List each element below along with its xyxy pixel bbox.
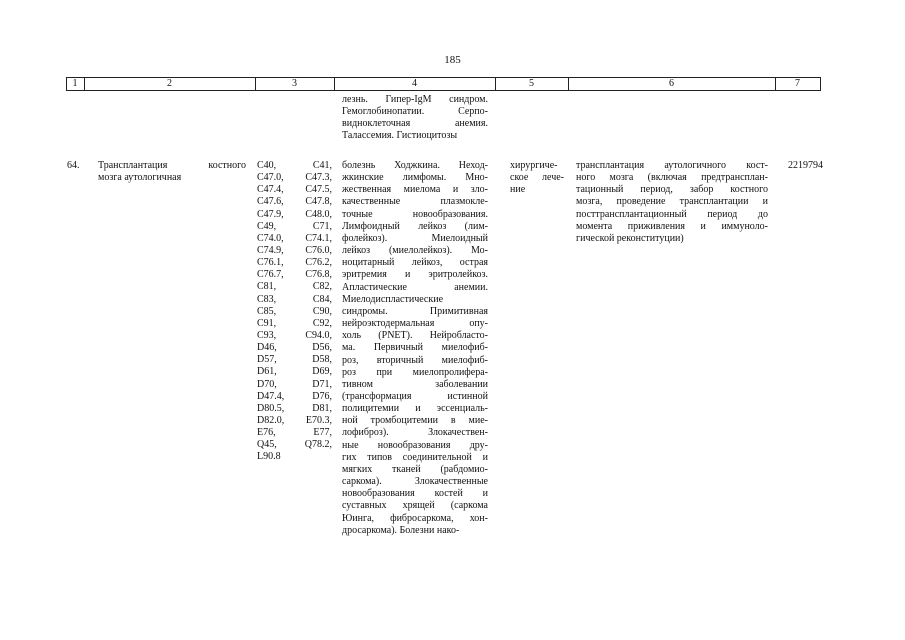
treatment-type-line: хирургиче-	[510, 160, 558, 171]
diagnosis-line: жкинские лимфомы. Мно-	[342, 172, 488, 184]
icd-code: D56,	[312, 342, 332, 354]
icd-code: C47.9,	[257, 208, 284, 220]
icd-code: C94.0,	[305, 329, 332, 341]
icd-code: D70,	[257, 378, 277, 390]
icd-code-row	[257, 451, 332, 463]
icd-code-row	[257, 415, 332, 427]
icd-code: C81,	[257, 281, 277, 293]
icd-codes	[257, 160, 332, 464]
diagnosis-line: суставных хрящей (саркома	[342, 500, 488, 512]
icd-code: C85,	[257, 305, 277, 317]
treatment-method-line: посттрансплантационный период до	[576, 208, 768, 220]
icd-code: C74.9,	[257, 244, 284, 256]
treatment-type	[510, 160, 564, 196]
table-header-rule-bottom	[66, 90, 820, 91]
diagnosis-line: холь (PNET). Нейробласто-	[342, 330, 488, 342]
icd-code-row	[257, 427, 332, 439]
diagnosis-line: качественные плазмокле-	[342, 196, 488, 208]
icd-code: D46,	[257, 342, 277, 354]
icd-code: C82,	[312, 281, 332, 293]
diagnosis-line: ма. Первичный миелофиб-	[342, 342, 488, 354]
continuation-text	[342, 94, 488, 143]
icd-code-row	[257, 281, 332, 293]
diagnosis-line: болезнь Ходжкина. Неход-	[342, 160, 488, 171]
icd-code-row	[257, 257, 332, 269]
treatment-type-line: ское лече-	[510, 172, 564, 184]
treatment-method-line: мозга, проведение трансплантации и	[576, 196, 768, 208]
icd-code: D76,	[312, 390, 332, 402]
icd-code: C71,	[312, 220, 332, 232]
icd-code-row	[257, 330, 332, 342]
cost-value: 2219794	[788, 160, 823, 171]
icd-code: D61,	[257, 366, 277, 378]
treatment-method-line: тационный период, забор костного	[576, 184, 768, 196]
icd-code: C91,	[257, 317, 277, 329]
procedure-name-line: мозга аутологичная	[98, 172, 182, 184]
icd-code: C74.1,	[305, 232, 332, 244]
icd-code-row	[257, 233, 332, 245]
icd-code-row	[257, 209, 332, 221]
diagnosis-line: ноцитарный лейкоз, острая	[342, 257, 488, 269]
icd-code: D47.4,	[257, 390, 285, 402]
icd-code: D69,	[312, 366, 332, 378]
icd-code: C47.8,	[305, 196, 332, 208]
icd-code: D82.0,	[257, 414, 285, 426]
diagnosis-line: тивном заболевании	[342, 378, 488, 390]
column-number-1: 1	[72, 78, 78, 89]
icd-code: C41,	[312, 160, 332, 171]
continuation-line: лезнь. Гипер-IgM синдром.	[342, 94, 488, 105]
diagnosis-line: полицитемии и эссенциаль-	[342, 403, 488, 415]
icd-code: C47.4,	[257, 184, 284, 196]
treatment-type-line: ние	[510, 184, 526, 196]
icd-code: C93,	[257, 329, 277, 341]
page-number: 185	[444, 54, 461, 66]
procedure-name	[98, 160, 246, 184]
icd-code: C83,	[257, 293, 277, 305]
icd-code: C47.0,	[257, 172, 284, 184]
diagnosis-line: нейроэктодермальная опу-	[342, 318, 488, 330]
icd-code: C84,	[312, 293, 332, 305]
icd-code: E77,	[313, 427, 332, 439]
diagnosis-line: новообразования костей и	[342, 488, 488, 500]
column-divider	[820, 77, 821, 91]
diagnosis-line: фолейкоз). Миелоидный	[342, 232, 488, 244]
icd-code-row	[257, 439, 332, 451]
icd-code-row	[257, 403, 332, 415]
icd-code: C76.8,	[305, 269, 332, 281]
icd-code-row	[257, 221, 332, 233]
column-number-3: 3	[292, 78, 297, 89]
icd-code: D58,	[312, 354, 332, 366]
icd-code-row	[257, 184, 332, 196]
icd-code: Q78.2,	[304, 439, 332, 451]
diagnosis-line: Юинга, фибросаркома, хон-	[342, 512, 488, 524]
row-number: 64.	[67, 160, 80, 171]
diagnosis-line: саркома). Злокачественные	[342, 476, 488, 488]
column-number-6: 6	[669, 78, 674, 89]
icd-code: D71,	[312, 378, 332, 390]
diagnosis-line: лофиброз). Злокачествен-	[342, 427, 488, 439]
icd-code: C47.5,	[305, 184, 332, 196]
diagnosis-line: точные новообразования.	[342, 208, 488, 220]
icd-code-row	[257, 160, 332, 172]
icd-code: C49,	[257, 220, 277, 232]
column-number-7: 7	[795, 78, 800, 89]
diagnosis-line: (трансформация истинной	[342, 390, 488, 402]
column-number-2: 2	[167, 78, 172, 89]
diagnosis-line: жественная миелома и зло-	[342, 184, 488, 196]
icd-code: C74.0,	[257, 232, 284, 244]
diagnosis-line: роз при миелопролифера-	[342, 366, 488, 378]
icd-code-row	[257, 306, 332, 318]
icd-code: C76.2,	[305, 257, 332, 269]
icd-code-row	[257, 245, 332, 257]
diagnosis-line: Миелодиспластические	[342, 293, 444, 305]
diagnosis-line: ные новообразования дру-	[342, 439, 488, 451]
procedure-name-line: Трансплантация костного	[98, 160, 246, 171]
icd-code: D81,	[312, 402, 332, 414]
diagnosis-line: Апластические анемии.	[342, 281, 488, 293]
icd-code: D57,	[257, 354, 277, 366]
icd-code-row	[257, 391, 332, 403]
icd-code: E76,	[257, 427, 276, 439]
icd-code: C92,	[312, 317, 332, 329]
diagnosis-line: Лимфоидный лейкоз (лим-	[342, 220, 488, 232]
icd-code: C47.6,	[257, 196, 284, 208]
icd-code-row	[257, 294, 332, 306]
treatment-method	[576, 160, 768, 245]
diagnosis-text	[342, 160, 488, 537]
diagnosis-line: роз, вторичный миелофиб-	[342, 354, 488, 366]
icd-code: C47.3,	[305, 172, 332, 184]
icd-code-row	[257, 172, 332, 184]
continuation-line: Гемоглобинопатии. Серпо-	[342, 106, 488, 118]
treatment-method-line: ного мозга (включая предтрансплан-	[576, 172, 768, 184]
icd-code-row	[257, 366, 332, 378]
diagnosis-line: эритремия и эритролейкоз.	[342, 269, 488, 281]
treatment-method-line: трансплантация аутологичного кост-	[576, 160, 768, 171]
icd-code: D80.5,	[257, 402, 285, 414]
icd-code-row	[257, 342, 332, 354]
diagnosis-line: синдромы. Примитивная	[342, 305, 488, 317]
column-number-4: 4	[412, 78, 417, 89]
icd-code: C48.0,	[305, 208, 332, 220]
icd-code-row	[257, 379, 332, 391]
icd-code-row	[257, 318, 332, 330]
treatment-method-line: гической реконституции)	[576, 232, 684, 244]
icd-code: C90,	[312, 305, 332, 317]
diagnosis-line: ной тромбоцитемии в мие-	[342, 415, 488, 427]
icd-code: E70.3,	[305, 414, 332, 426]
icd-code: Q45,	[257, 439, 277, 451]
continuation-line: видноклеточная анемия.	[342, 118, 488, 130]
icd-code-row	[257, 196, 332, 208]
icd-code: C76.1,	[257, 257, 284, 269]
icd-code-row	[257, 269, 332, 281]
diagnosis-line: лейкоз (миелолейкоз). Мо-	[342, 245, 488, 257]
icd-code-row	[257, 354, 332, 366]
continuation-line: Талассемия. Гистиоцитозы	[342, 130, 458, 142]
diagnosis-line: мягких тканей (рабдомио-	[342, 463, 488, 475]
icd-code: C40,	[257, 160, 277, 171]
column-number-5: 5	[529, 78, 534, 89]
diagnosis-line: дросаркома). Болезни нако-	[342, 524, 460, 536]
icd-code: L90.8	[257, 451, 281, 463]
diagnosis-line: гих типов соединительной и	[342, 451, 488, 463]
icd-code: C76.0,	[305, 244, 332, 256]
treatment-method-line: момента приживления и иммуноло-	[576, 220, 768, 232]
icd-code: C76.7,	[257, 269, 284, 281]
